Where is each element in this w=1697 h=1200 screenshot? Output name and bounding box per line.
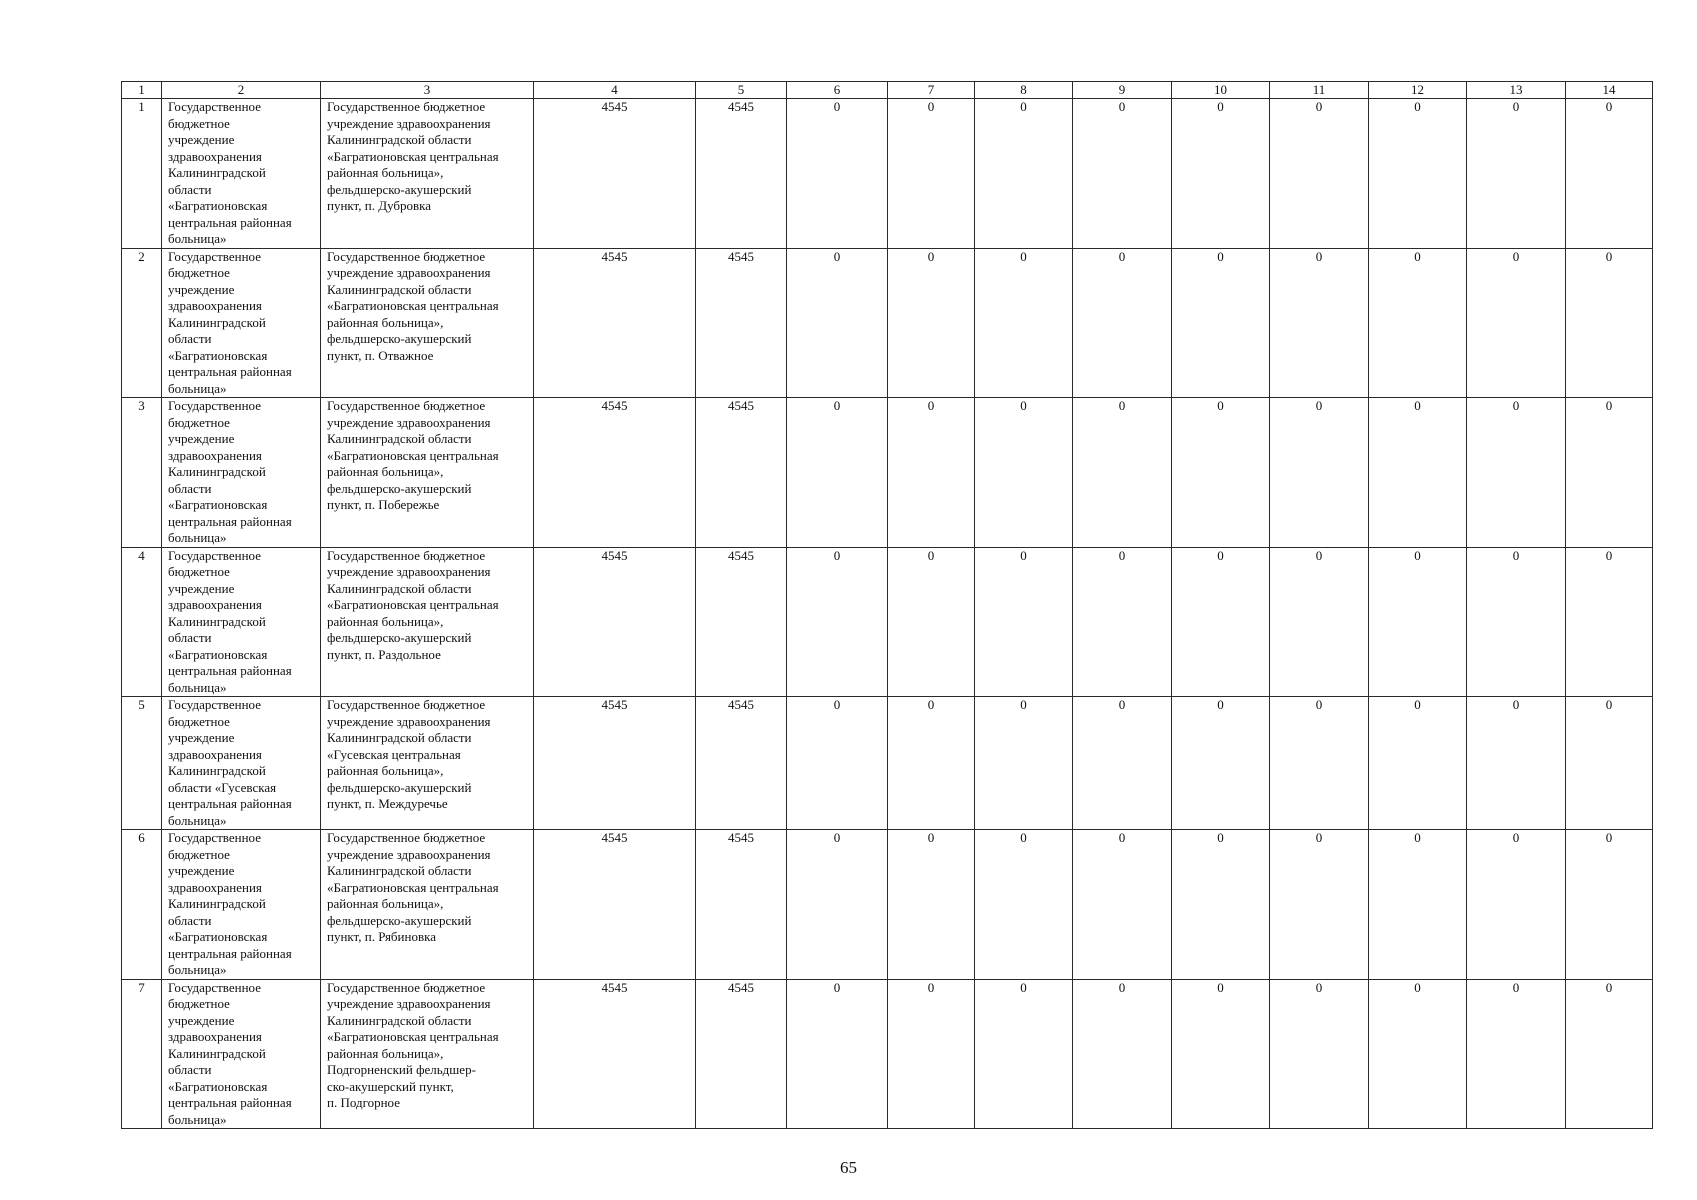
organization-cell: Государственное бюджетное учреждение здравоохранения Калининградской области «Багратионовская центральная районная больница» <box>162 248 321 398</box>
value-cell: 0 <box>787 99 888 249</box>
data-table <box>121 81 1653 1129</box>
table-row <box>122 398 1653 548</box>
value-cell: 0 <box>1172 547 1270 697</box>
column-header: 8 <box>975 82 1073 99</box>
value-cell: 0 <box>975 697 1073 830</box>
row-number-cell: 7 <box>122 979 162 1129</box>
value-cell: 0 <box>1172 697 1270 830</box>
value-cell: 4545 <box>696 99 787 249</box>
table-row <box>122 830 1653 980</box>
value-cell: 0 <box>975 979 1073 1129</box>
value-cell: 0 <box>1270 248 1369 398</box>
value-cell: 4545 <box>534 979 696 1129</box>
value-cell: 0 <box>1566 979 1653 1129</box>
value-cell: 0 <box>1369 830 1467 980</box>
value-cell: 0 <box>1467 697 1566 830</box>
table-row <box>122 99 1653 249</box>
value-cell: 0 <box>787 697 888 830</box>
value-cell: 0 <box>1566 697 1653 830</box>
value-cell: 0 <box>1467 547 1566 697</box>
page-number: 65 <box>840 1158 857 1177</box>
value-cell: 0 <box>1369 547 1467 697</box>
value-cell: 0 <box>1369 99 1467 249</box>
value-cell: 0 <box>1073 248 1172 398</box>
value-cell: 0 <box>1467 398 1566 548</box>
row-number-cell: 5 <box>122 697 162 830</box>
value-cell: 0 <box>1467 248 1566 398</box>
facility-cell: Государственное бюджетное учреждение здравоохранения Калининградской области «Багратионовская центральная районная больница», фельдшерско-акушерский пункт, п. Дубровка <box>321 99 534 249</box>
facility-cell: Государственное бюджетное учреждение здравоохранения Калининградской области «Багратионовская центральная районная больница», фельдшерско-акушерский пункт, п. Отважное <box>321 248 534 398</box>
value-cell: 0 <box>1270 979 1369 1129</box>
value-cell: 0 <box>787 248 888 398</box>
value-cell: 0 <box>1172 979 1270 1129</box>
column-header: 13 <box>1467 82 1566 99</box>
value-cell: 0 <box>1566 830 1653 980</box>
value-cell: 0 <box>888 979 975 1129</box>
value-cell: 4545 <box>696 697 787 830</box>
value-cell: 0 <box>1172 99 1270 249</box>
value-cell: 0 <box>1073 398 1172 548</box>
value-cell: 4545 <box>696 547 787 697</box>
organization-cell: Государственное бюджетное учреждение здравоохранения Калининградской области «Багратионовская центральная районная больница» <box>162 398 321 548</box>
column-header: 14 <box>1566 82 1653 99</box>
value-cell: 0 <box>1270 697 1369 830</box>
value-cell: 0 <box>1566 547 1653 697</box>
organization-cell: Государственное бюджетное учреждение здравоохранения Калининградской области «Гусевская центральная районная больница» <box>162 697 321 830</box>
column-header: 5 <box>696 82 787 99</box>
value-cell: 0 <box>1073 99 1172 249</box>
value-cell: 0 <box>1172 830 1270 980</box>
value-cell: 0 <box>1073 547 1172 697</box>
column-number-row <box>122 82 1653 99</box>
table-row <box>122 248 1653 398</box>
column-header: 6 <box>787 82 888 99</box>
value-cell: 0 <box>1172 248 1270 398</box>
value-cell: 0 <box>975 99 1073 249</box>
value-cell: 0 <box>888 248 975 398</box>
value-cell: 0 <box>1566 398 1653 548</box>
column-header: 4 <box>534 82 696 99</box>
value-cell: 0 <box>888 547 975 697</box>
row-number-cell: 4 <box>122 547 162 697</box>
column-header: 9 <box>1073 82 1172 99</box>
column-header: 10 <box>1172 82 1270 99</box>
table-header <box>122 82 1653 99</box>
table-row <box>122 547 1653 697</box>
value-cell: 4545 <box>534 830 696 980</box>
value-cell: 4545 <box>534 248 696 398</box>
value-cell: 0 <box>1270 830 1369 980</box>
value-cell: 0 <box>975 830 1073 980</box>
column-header: 7 <box>888 82 975 99</box>
value-cell: 4545 <box>696 830 787 980</box>
facility-cell: Государственное бюджетное учреждение здравоохранения Калининградской области «Багратионовская центральная районная больница», фельдшерско-акушерский пункт, п. Раздольное <box>321 547 534 697</box>
value-cell: 0 <box>1566 99 1653 249</box>
value-cell: 4545 <box>534 398 696 548</box>
value-cell: 0 <box>1073 697 1172 830</box>
column-header: 11 <box>1270 82 1369 99</box>
value-cell: 0 <box>787 547 888 697</box>
value-cell: 4545 <box>534 99 696 249</box>
row-number-cell: 6 <box>122 830 162 980</box>
value-cell: 0 <box>1369 979 1467 1129</box>
value-cell: 0 <box>1369 248 1467 398</box>
value-cell: 0 <box>787 979 888 1129</box>
value-cell: 0 <box>1270 99 1369 249</box>
value-cell: 0 <box>1566 248 1653 398</box>
value-cell: 4545 <box>534 697 696 830</box>
value-cell: 0 <box>888 697 975 830</box>
facility-cell: Государственное бюджетное учреждение здравоохранения Калининградской области «Багратионовская центральная районная больница», Подгорненский фельдшер- ско-акушерский пункт, п. Подгорное <box>321 979 534 1129</box>
facility-cell: Государственное бюджетное учреждение здравоохранения Калининградской области «Гусевская центральная районная больница», фельдшерско-акушерский пункт, п. Междуречье <box>321 697 534 830</box>
document-page <box>121 81 1652 1129</box>
value-cell: 0 <box>975 547 1073 697</box>
row-number-cell: 2 <box>122 248 162 398</box>
column-header: 3 <box>321 82 534 99</box>
value-cell: 0 <box>787 398 888 548</box>
table-body <box>122 99 1653 1129</box>
row-number-cell: 1 <box>122 99 162 249</box>
value-cell: 0 <box>888 830 975 980</box>
organization-cell: Государственное бюджетное учреждение здравоохранения Калининградской области «Багратионовская центральная районная больница» <box>162 99 321 249</box>
facility-cell: Государственное бюджетное учреждение здравоохранения Калининградской области «Багратионовская центральная районная больница», фельдшерско-акушерский пункт, п. Побережье <box>321 398 534 548</box>
column-header: 2 <box>162 82 321 99</box>
value-cell: 0 <box>1270 547 1369 697</box>
value-cell: 0 <box>1369 398 1467 548</box>
value-cell: 0 <box>1270 398 1369 548</box>
value-cell: 0 <box>975 398 1073 548</box>
value-cell: 4545 <box>696 248 787 398</box>
value-cell: 0 <box>888 99 975 249</box>
facility-cell: Государственное бюджетное учреждение здравоохранения Калининградской области «Багратионовская центральная районная больница», фельдшерско-акушерский пункт, п. Рябиновка <box>321 830 534 980</box>
column-header: 1 <box>122 82 162 99</box>
value-cell: 0 <box>975 248 1073 398</box>
organization-cell: Государственное бюджетное учреждение здравоохранения Калининградской области «Багратионовская центральная районная больница» <box>162 979 321 1129</box>
organization-cell: Государственное бюджетное учреждение здравоохранения Калининградской области «Багратионовская центральная районная больница» <box>162 830 321 980</box>
column-header: 12 <box>1369 82 1467 99</box>
table-row <box>122 979 1653 1129</box>
value-cell: 0 <box>1073 830 1172 980</box>
organization-cell: Государственное бюджетное учреждение здравоохранения Калининградской области «Багратионовская центральная районная больница» <box>162 547 321 697</box>
value-cell: 0 <box>1369 697 1467 830</box>
value-cell: 0 <box>787 830 888 980</box>
value-cell: 0 <box>1467 830 1566 980</box>
value-cell: 0 <box>1467 979 1566 1129</box>
table-row <box>122 697 1653 830</box>
value-cell: 4545 <box>534 547 696 697</box>
value-cell: 0 <box>1073 979 1172 1129</box>
row-number-cell: 3 <box>122 398 162 548</box>
value-cell: 4545 <box>696 979 787 1129</box>
value-cell: 4545 <box>696 398 787 548</box>
value-cell: 0 <box>1172 398 1270 548</box>
value-cell: 0 <box>888 398 975 548</box>
value-cell: 0 <box>1467 99 1566 249</box>
